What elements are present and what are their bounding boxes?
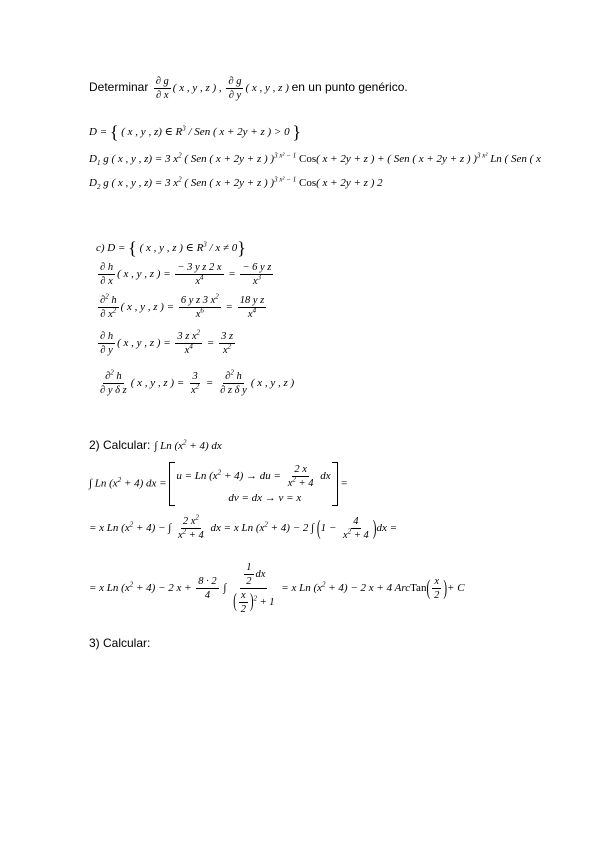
dh-dy-formula: $\frac{\partial h}{\partial y}$ ( x , y , z ) = $\frac{3 z x^2}{x^4}$ = $\frac{3 z}{x^2}$	[100, 328, 234, 357]
dh-dx-formula: $\frac{\partial h}{\partial x}$ ( x , y , z ) = $\frac{\text{− 3 y z 2 x}}{x^4}$ = $\frac{\text{− 6 y z}}{x^3}$	[100, 262, 272, 288]
item-2-label: 2) Calcular:	[89, 438, 151, 452]
parts-substitution-box: u = Ln $(x^2 + 4)$ → du = $\frac{2 x}{x^2 + 4}$ dx dv = dx → v = x	[169, 462, 337, 506]
item-3-heading: 3) Calcular:	[89, 636, 151, 650]
d2h-dydz-formula: $\frac{\partial^2 h}{\text{∂ y δ z}}$ ( x , y , z ) = $\frac{3}{x^2}$ = $\frac{\partial^2 h}{\text{∂ z δ y}}$ ( x , y , z )	[100, 368, 295, 397]
integration-by-parts: ∫ Ln $(x^2 + 4)$ dx = u = Ln $(x^2 + 4)$ → du = $\frac{2 x}{x^2 + 4}$ dx dv = dx → v = x =	[89, 464, 348, 505]
d2h-dx2-formula: $\frac{\partial^2 h}{\partial x^2}$ ( x , y , z ) = $\frac{6 y z 3 x^2}{x^6}$ = $\frac{\text{18 y z}}{x^4}$	[100, 292, 265, 321]
item-2-heading	[89, 436, 222, 454]
d2-g-formula: $D_2$ g ( x , y , z) = 3 $x^2$ ( Sen ( x + 2y + z ) )$^{3 x^2 - 1}$ Cos( x + 2y + z ) 2	[89, 175, 383, 192]
intro-tail: en un punto genérico.	[291, 80, 408, 95]
intro-formula: $\frac{\partial g}{\partial x}$ ( x , y , z ) , $\frac{\partial g}{\partial y}$ ( x , y , z )	[155, 76, 292, 102]
step-2-formula: = x Ln $(x^2 + 4) - 2$ x + $\frac{8 \cdot 2}{4}$ ∫ $\frac{1}{2}$ dx ( $\frac{x}{2}$ )$^2$ + 1 = x Ln $(x^2 + 4) - 2$ x + 4 ArcTan( $\frac{x}{2}$ )+ C	[89, 562, 465, 616]
step-1-formula: = x Ln $(x^2 + 4)$ − ∫ $\frac{2 x^2}{x^2 + 4}$ dx = x Ln $(x^2 + 4) - 2$ ∫ (1 − $\frac{4}{x^2 + 4}$ )dx =	[89, 513, 398, 542]
d1-g-formula: $D_1$ g ( x , y , z) = 3 $x^2$ ( Sen ( x + 2y + z ) )$^{3 x^2 - 1}$ Cos( x + 2y + z ) + ( Sen ( x + 2y + z ) )$^{3 x^2}$ Ln ( Sen ( x	[89, 151, 541, 168]
intro-determinar: Determinar	[89, 80, 149, 95]
item-2-integral: ∫ Ln $(x^2 + 4)$ dx	[154, 438, 222, 452]
intro-line	[89, 76, 408, 101]
part-c-label: c)	[96, 242, 105, 255]
part-c-domain: c) D = { ( x , y , z ) ∈ $R^3 / x \ne 0$}	[96, 238, 246, 258]
domain-d: D = { ( x , y , z) ∈ $R^3$ / Sen ( x + 2y + z ) > 0 }	[89, 122, 301, 142]
